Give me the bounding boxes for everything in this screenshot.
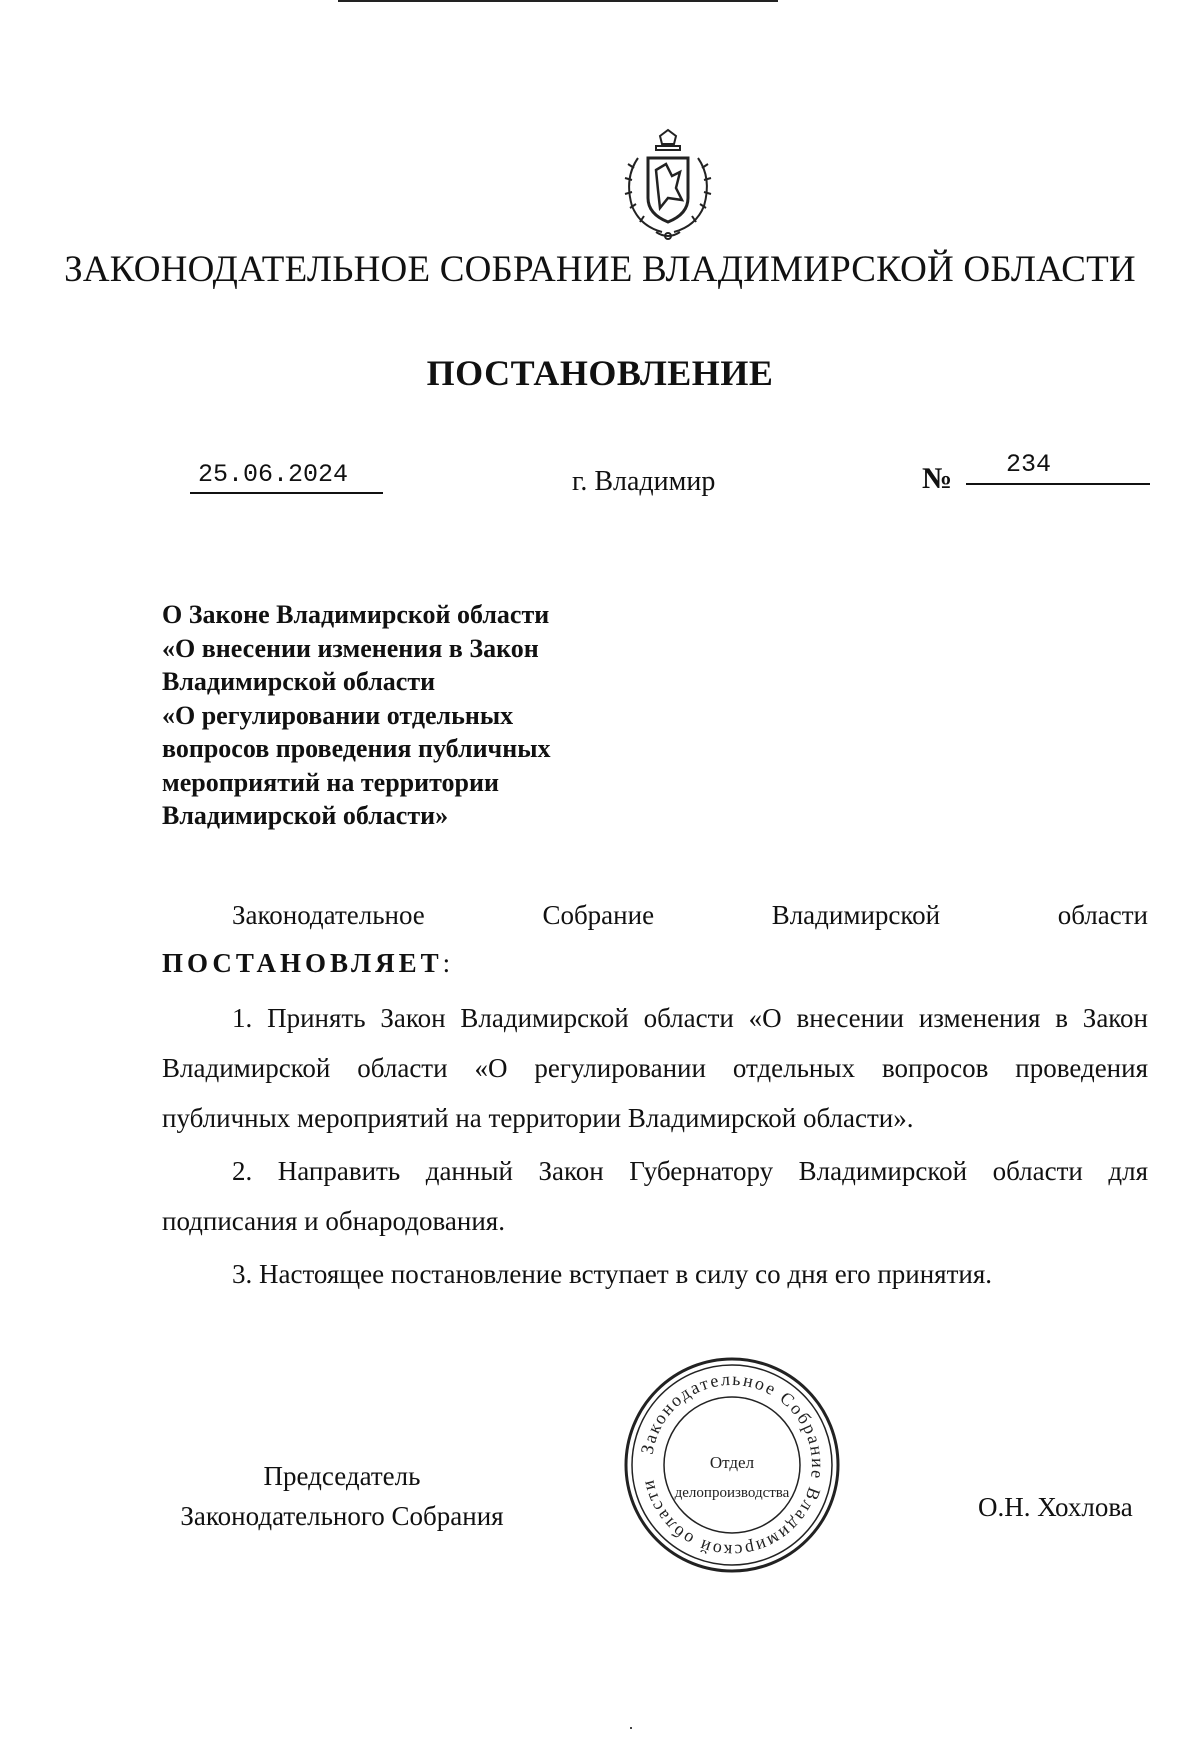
resolves-word: ПОСТАНОВЛЯЕТ xyxy=(162,948,443,978)
scan-speck xyxy=(630,1727,632,1729)
subject-line: вопросов проведения публичных xyxy=(162,734,551,763)
document-type-title: ПОСТАНОВЛЕНИЕ xyxy=(426,353,774,393)
subject-line: Владимирской области xyxy=(162,667,436,696)
document-number: 234 xyxy=(1006,450,1052,479)
resolution-item-3: 3. Настоящее постановление вступает в силу со дня его принятия. xyxy=(232,1259,993,1289)
resolves-colon: : xyxy=(442,948,451,978)
subject-line: Владимирской области» xyxy=(162,801,449,830)
stamp-center xyxy=(662,1448,802,1508)
signatory-title xyxy=(162,1456,522,1536)
stamp-center-line: делопроизводства xyxy=(674,1485,790,1501)
scan-edge-line xyxy=(338,0,778,2)
assembly-word: Законодательное xyxy=(232,900,425,930)
subject-line: «О внесении изменения в Закон xyxy=(162,633,539,663)
document-city: г. Владимир xyxy=(572,466,716,497)
number-underline xyxy=(966,483,1150,485)
coat-of-arms-icon xyxy=(616,128,720,244)
resolution-item-2: 2. Направить данный Закон Губернатору Владимирской области для подписания и обнародования. xyxy=(162,1156,1148,1236)
assembly-word: Владимирской xyxy=(771,900,941,930)
signatory-name: О.Н. Хохлова xyxy=(978,1492,1133,1522)
assembly-phrase xyxy=(232,900,1148,931)
stamp-ring-text: Законодательное Собрание Владимирской области xyxy=(636,1368,829,1562)
assembly-word: Собрание xyxy=(542,900,655,930)
organization-title: ЗАКОНОДАТЕЛЬНОЕ СОБРАНИЕ ВЛАДИМИРСКОЙ ОБЛАСТИ xyxy=(64,249,1136,290)
resolves-heading xyxy=(162,948,450,979)
subject-line: мероприятий на территории xyxy=(162,767,499,797)
document-date: 25.06.2024 xyxy=(198,460,349,489)
resolution-item-1: 1. Принять Закон Владимирской области «О внесении изменения в Закон Владимирской области «О регулировании отдельных вопросов проведения публичных мероприятий на территории Владимирской области». xyxy=(162,1003,1148,1133)
document-subject xyxy=(162,598,682,833)
date-field xyxy=(190,458,383,494)
signatory-title-line: Председатель xyxy=(263,1461,421,1491)
official-stamp xyxy=(620,1353,844,1577)
stamp-center-line: Отдел xyxy=(709,1453,755,1472)
subject-line: О Законе Владимирской области xyxy=(162,600,550,629)
subject-line: «О регулировании отдельных xyxy=(162,700,514,730)
number-sign: № xyxy=(922,462,953,495)
assembly-word: области xyxy=(1057,900,1148,930)
signatory-title-line: Законодательного Собрания xyxy=(180,1501,504,1531)
